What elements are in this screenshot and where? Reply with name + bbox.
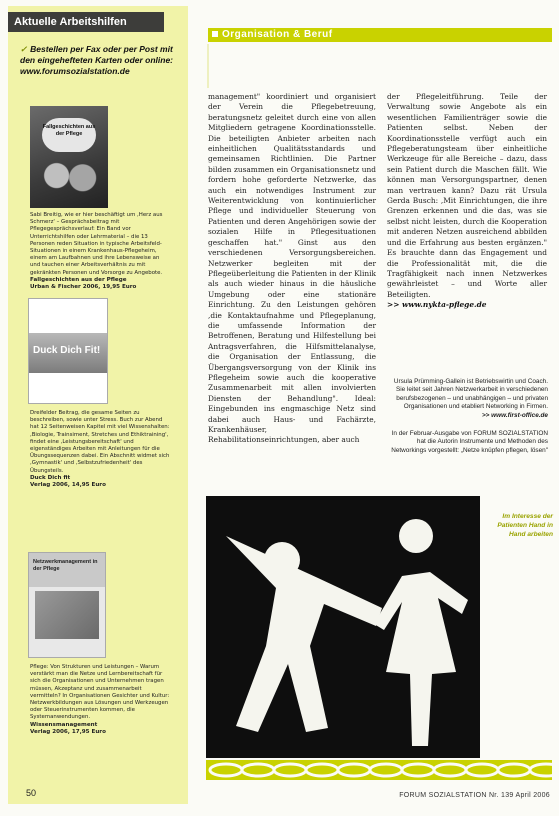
chain-icon xyxy=(206,760,552,780)
book-publisher: Fallgeschichten aus der Pflege xyxy=(30,276,127,283)
book-description-1 xyxy=(30,212,170,291)
book-text: Dreifelder Beitrag, die gesame Seiten zu beschreiben, sowie unter Stress. Buch zur Abend hat 12 Seitenweisen Kapitel mit viel Wissenshalten: ,Biologie, Trainsiment, Stretches und Ethiktraining', findet eine ,Leistungsbereitschaft' und eigenständiges Arbeiten mit Anleitungen für die Übungssequenzen dabei. Ein Abschnitt widmet sich ,Gymnastik' und ,Selbstzufriedenheit' des Übungsteils. xyxy=(30,410,170,474)
article-column-1 xyxy=(208,92,376,446)
book-cover-2 xyxy=(28,298,108,404)
hand-in-hand-illustration xyxy=(206,496,480,758)
book-info: Verlag 2006, 14,95 Euro xyxy=(30,482,106,489)
author-bio: ist Betriebswirtin und Coach. Sie leitet seit Jahren Netzwerkarbeit in verschiedenen berufsbezogenen – und unabhängigen – und privaten Organisationen und etabliert Networking in Firmen. xyxy=(395,378,548,411)
cover-illustration xyxy=(38,158,100,202)
book-cover-3 xyxy=(28,552,106,658)
figures-illustration xyxy=(206,496,480,758)
book-text: Sabi Breitig, wie er hier beschäftigt um ,Herz aus Schmerz' – Gesprächsbeitrag mit Pflegegesprächsverlauf: Ein Band vor Unterrichtshilfen oder Lehrmaterial – die 13 Personen reden Situation in typische Arbeitsfeld-Situationen in einem Krankenhaus-Pflegeheim, einem am Laufbahnen und ihre Lebensweise an und tauchen einer Arbeitsverhältnis zu mit gekränkten Personen und Vorsorge zu Angebote. xyxy=(30,212,163,276)
author-link[interactable]: >> www.first-office.de xyxy=(481,411,548,419)
illustration-caption: Im Interesse der Patienten Hand in Hand arbeiten xyxy=(497,513,553,538)
book-info: Verlag 2006, 17,95 Euro xyxy=(30,728,106,735)
book-cover-title: Netzwerkmanagement in der Pflege xyxy=(33,559,98,572)
book-cover-1 xyxy=(30,106,108,208)
author-note xyxy=(390,378,548,420)
square-icon xyxy=(212,31,218,37)
book-text: Pflege: Von Strukturen und Leistungen – Warum verstärkt man die Netze und Lernbereitschaft für sich die Organisationen und Unternehmen tragen müssen, Akzeptanz und zusammenarbeit vermitteln? In Organisationen Gesichter und Kultur: Netzwerkbildungen aus Lösungen und Werkzeugen oder Steuerinstrumenten kommen, die Systemanwendungen. xyxy=(30,664,170,721)
section-label xyxy=(212,29,333,41)
book-description-3 xyxy=(30,664,170,736)
bullet-icon: ✓ xyxy=(20,44,28,54)
article-column-2 xyxy=(387,92,547,311)
section-label-text: Organisation & Beruf xyxy=(222,29,333,40)
book-publisher: Wissensmanagement xyxy=(30,721,98,728)
article-link[interactable]: >> www.nykta-pflege.de xyxy=(387,300,487,310)
page-number: 50 xyxy=(26,788,37,798)
forum-note: In der Februar-Ausgabe von FORUM SOZIALSTATION hat die Autorin Instrumente und Methoden des Networkings vorgestellt: „Netze knüpfen pflegen, lösen" xyxy=(391,430,548,454)
book-publisher: Duck Dich fit xyxy=(30,474,71,481)
chain-strip xyxy=(206,760,552,780)
book-info: Urban & Fischer 2006, 19,95 Euro xyxy=(30,284,137,291)
article-text: management" koordiniert und organisiert der Verein die Pflegebetreuung, beratungsnetz geleitet durch eine von allen Mitgliedern getragene Koordinationsstelle. Die beteiligten Anbieter arbeiten nach einheitlichen Qualitätsstandards und gemeinsamen Richtlinien. Die Partner bilden zusammen ein Organisationsnetz und fordern hohe geforderte Netzwerke, das auch ein notwendiges Instrument zur Weiterentwicklung von kontinuierlicher Pflege und individueller Steuerung von Patienten und deren Angehörigen sowie der sozialen Hilfe in Pflegesituationen geschaffen hat." Ginst aus den verschiedenen Versorgungsbereichen. Netzwerker begleiten mit der Pflegeüberleitung die Patienten in der Klinik als auch wieder hinaus in die häusliche Umgebung oder eine stationäre Einrichtung. Zu den Leistungen gehören ,die Kontaktaufnahme und Pflegeplanung, die umfassende Information der Betroffenen, Beratung und Hilfestellung bei Antragsverfahren, die Hilfsmittelanalyse, die Organisation der Entlassung, die Übergangsversorgung von der Klinik ins Pflegeheim sowie auch die kooperative Zusammenarbeit mit allen involvierten Diensten der Behandlung". Ideal: Eingebunden ins engmaschige Netz sind dabei auch Haus- und Fachärzte, Krankenhäuser, Rehabilitationseinrichtungen, aber auch xyxy=(208,92,376,445)
column-rule xyxy=(207,44,209,88)
order-note xyxy=(20,44,180,77)
author-name: Ursula Prümming-Gallein xyxy=(393,378,466,385)
order-note-text: Bestellen per Fax oder per Post mit den eingehefteten Karten oder online: www.forumsozialstation.de xyxy=(20,44,174,76)
footer-text: FORUM SOZIALSTATION Nr. 139 April 2006 xyxy=(399,792,550,799)
book-cover-title: Fallgeschichten aus der Pflege xyxy=(42,118,96,152)
book-description-2 xyxy=(30,410,170,489)
book-cover-title: Duck Dich Fit! xyxy=(33,345,101,356)
article-text: der Pflegeleitführung. Teile der Verwaltung sowie Angebote als ein wesentlichen Familienträger sowie die Patienten selbst. Neben der Koordinationsstelle verfügt auch ein Pflegeberatungsteam über einheitliche Werkzeuge für alle Bereiche – dazu, dass sein Patient durch die Maschen fällt. Wie können man Versorgungspartner, denen man vertrauen kann? Dazu rät Ursula Gerda Busch: ,Mit Einrichtungen, die ihre Grenzen erkennen und die das, was sie selbst nicht leisten, durch die Kooperation mit anderen Netzen ausreichend abbilden und die Erfahrung aus besten ergänzen." Es brauchte dann das Engagement und die Professionalität mit, die die Tragfähigkeit nach innen Netzwerkes gewährleistet – und Worte aller Beteiligten. xyxy=(387,92,547,299)
sidebar-header: Aktuelle Arbeitshilfen xyxy=(8,12,164,32)
cover-photo xyxy=(35,591,99,639)
